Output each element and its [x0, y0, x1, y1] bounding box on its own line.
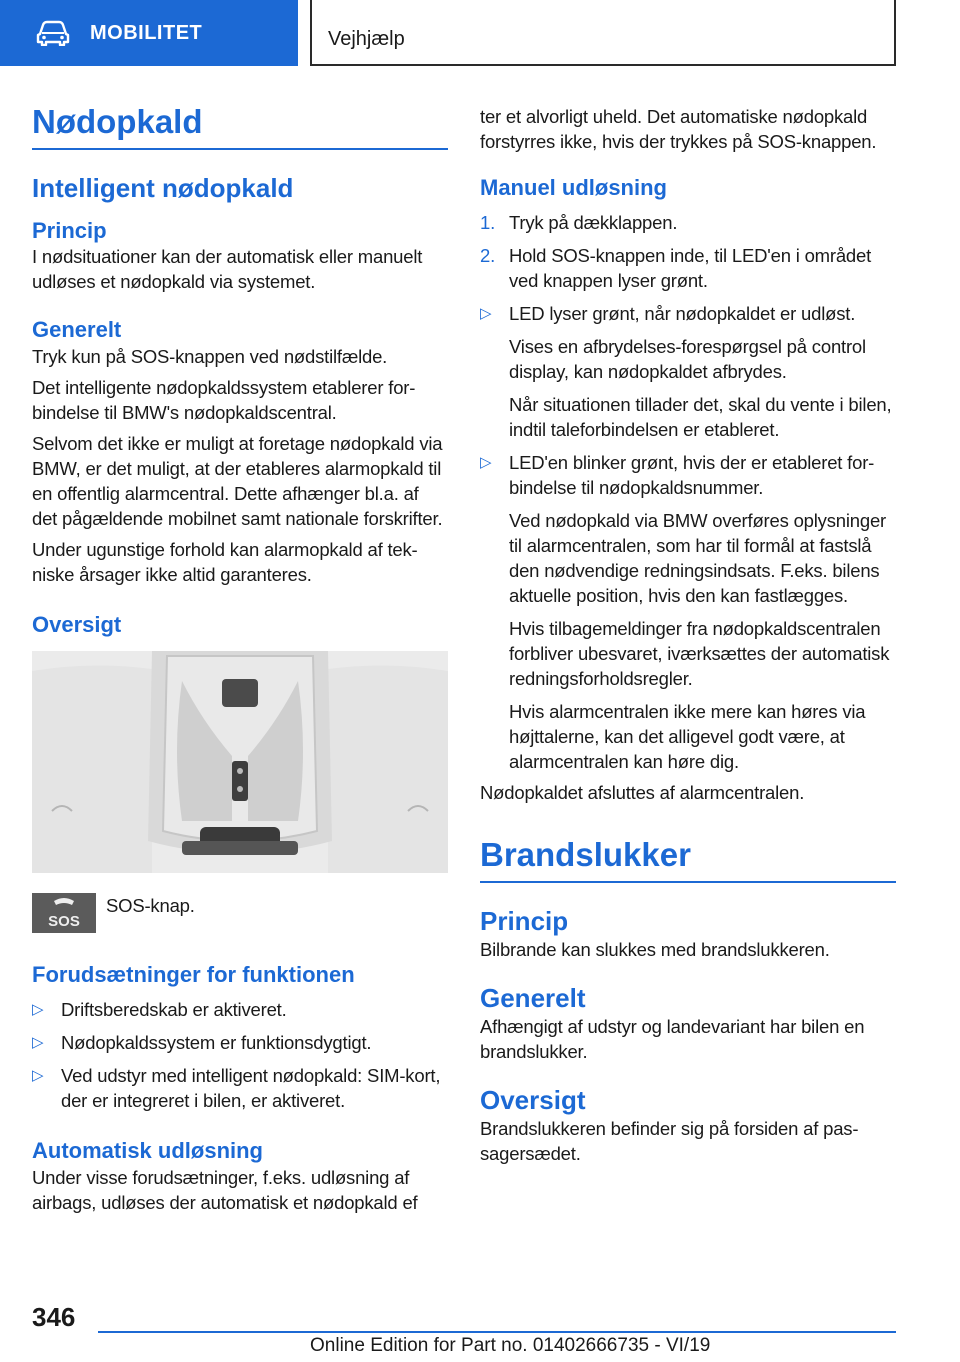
chapter-tab-label: Vejhjælp [328, 28, 405, 50]
step-item: 1. Tryk på dækklappen. [480, 212, 678, 233]
result-detail: Ved nødopkald via BMW overføres oplysninger til alarmcentralen, som har til formål at fastslå den nødvendige redningsindsats. F.eks. bilens aktuelle position, hvis den kan fastlægges. [509, 510, 886, 606]
paragraph-generelt-3: Selvom det ikke er muligt at foretage nødopkald via BMW, er det muligt, at der etableres alarmopkald til en offentlig alarmcentral. Dette afhænger bl.a. af det pågældende mobilnet samt nationale forskrifter. [32, 433, 443, 529]
result-item: ▷ LED lyser grønt, når nødopkaldet er udløst. [480, 303, 856, 324]
heading-princip-2: Princip [480, 906, 569, 936]
car-icon [36, 20, 70, 46]
paragraph-generelt-4: Under ugunstige forhold kan alarmopkald af tekniske årsager ikke altid garanteres. [32, 539, 418, 585]
heading-intelligent: Intelligent nødopkald [32, 173, 294, 203]
section-tab[interactable] [0, 0, 298, 66]
section-tab-label: MOBILITET [90, 21, 203, 44]
legend [32, 893, 448, 933]
paragraph-oversigt-2: Brandslukkeren befinder sig på forsiden af passagersædet. [480, 1118, 859, 1164]
overhead-console-photo [32, 651, 448, 873]
paragraph-generelt-2b: Afhængigt af udstyr og landevariant har bilen en brandslukker. [480, 1016, 865, 1062]
paragraph-end: Nødopkaldet afsluttes af alarmcentralen. [480, 782, 805, 803]
result-detail: Vises en afbrydelses-forespørgsel på control display, kan nødopkaldet afbrydes. [509, 336, 866, 382]
paragraph-automatisk-cont: ter et alvorligt uheld. Det automatiske nødopkald forstyrres ikke, hvis der trykkes på SOS-knappen. [480, 106, 877, 152]
left-column [32, 100, 448, 1215]
footer-divider [98, 1331, 896, 1333]
heading-manuel: Manuel udløsning [480, 175, 667, 200]
forudsaetninger-list [32, 997, 448, 1113]
result-detail: Hvis tilbagemeldinger fra nødopkaldscentralen forbliver ubesvaret, iværksættes der automatisk redningsforholdsregler. [509, 618, 890, 689]
page-title: Nødopkald [32, 100, 448, 150]
footer-edition: Online Edition for Part no. 01402666735 - VI/19 [310, 1335, 711, 1356]
step-item: 2. Hold SOS-knappen inde, til LED'en i området ved knappen lyser grønt. [480, 245, 872, 291]
heading-automatisk: Automatisk udløsning [32, 1138, 263, 1163]
heading-princip: Princip [32, 218, 107, 243]
svg-text:SOS: SOS [48, 913, 80, 930]
paragraph-princip: I nødsituationer kan der automatisk eller manuelt udløses et nødopkald via systemet. [32, 246, 423, 292]
result-list [480, 450, 896, 500]
legend-text: SOS-knap. [106, 895, 195, 916]
heading-oversigt-2: Oversigt [480, 1085, 586, 1115]
right-column [480, 104, 896, 1166]
list-item: ▷ Ved udstyr med intelligent nødopkald: SIM-kort, der er integreret i bilen, er aktiveret. [32, 1065, 441, 1111]
chapter-tab[interactable] [310, 0, 896, 66]
heading-generelt-2: Generelt [480, 983, 586, 1013]
list-item: ▷ Nødopkaldssystem er funktionsdygtigt. [32, 1032, 372, 1053]
page-number: 346 [32, 1302, 76, 1332]
paragraph-generelt-2: Det intelligente nødopkaldssystem etablerer forbindelse til BMW's nødopkaldscentral. [32, 377, 416, 423]
result-detail: Når situationen tillader det, skal du vente i bilen, indtil taleforbindelsen er etableret. [509, 394, 892, 440]
paragraph-princip-2: Bilbrande kan slukkes med brandslukkeren. [480, 939, 830, 960]
heading-generelt: Generelt [32, 317, 122, 342]
section-title-brandslukker: Brandslukker [480, 833, 896, 883]
heading-forudsaetninger: Forudsætninger for funktionen [32, 962, 355, 987]
paragraph-generelt-1: Tryk kun på SOS-knappen ved nødstilfælde. [32, 346, 388, 367]
result-item: ▷ LED'en blinker grønt, hvis der er etableret forbindelse til nødopkaldsnummer. [480, 452, 875, 498]
paragraph-automatisk: Under visse forudsætninger, f.eks. udløsning af airbags, udløses der automatisk et nødopkald ef [32, 1167, 418, 1213]
list-item: ▷ Driftsberedskab er aktiveret. [32, 999, 287, 1020]
heading-oversigt: Oversigt [32, 612, 122, 637]
result-detail: Hvis alarmcentralen ikke mere kan høres via højttalerne, kan det alligevel godt være, at alarmcentralen kan høre dig. [509, 701, 866, 772]
overhead-console-illustration [32, 651, 448, 873]
sos-button-icon [32, 893, 96, 933]
manuel-steps [480, 210, 896, 326]
